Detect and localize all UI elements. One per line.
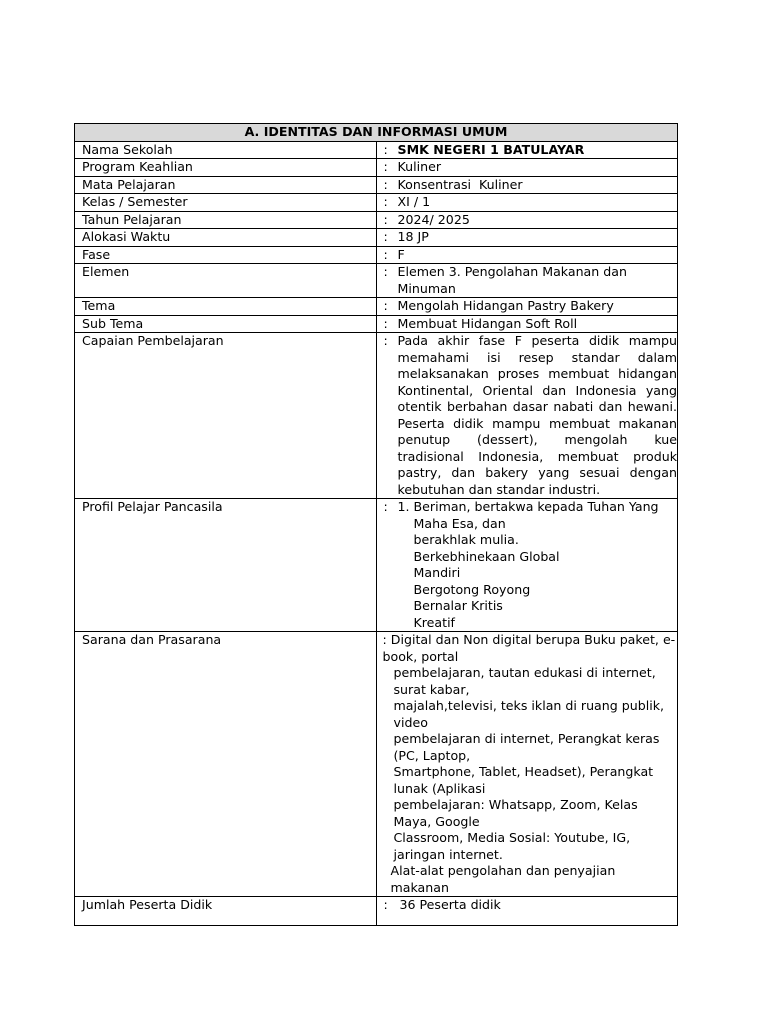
list-item: Berkebhinekaan Global: [413, 548, 560, 564]
row-label: Profil Pelajar Pancasila: [75, 499, 377, 632]
row-value: 2024/ 2025: [397, 211, 470, 227]
colon: :: [383, 298, 388, 313]
row-label: Capaian Pembelajaran: [75, 333, 377, 499]
colon: :: [383, 194, 388, 209]
table-row: [75, 246, 678, 264]
row-label: Kelas / Semester: [75, 194, 377, 212]
colon: :: [383, 211, 388, 227]
table-row: [75, 229, 678, 247]
list-item: Mandiri: [413, 565, 461, 580]
row-label: Mata Pelajaran: [75, 176, 377, 194]
row-value: XI / 1: [397, 194, 431, 209]
row-label: Fase: [75, 246, 377, 264]
sarana-line: Smartphone, Tablet, Headset), Perangkat lunak (Aplikasi: [393, 764, 654, 796]
list-number: 1.: [397, 499, 410, 514]
table-row: [75, 499, 678, 632]
school-name: SMK NEGERI 1 BATULAYAR: [397, 141, 585, 157]
sarana-line: Digital dan Non digital berupa Buku paket, e-book, portal: [382, 632, 676, 664]
table-row: [75, 315, 678, 333]
sarana-line: Alat-alat pengolahan dan penyajian makanan: [390, 863, 616, 895]
table-row: [75, 211, 678, 229]
colon: :: [383, 141, 388, 157]
capaian-text: Pada akhir fase F peserta didik mampu memahami isi resep standar dalam melaksanakan proses membuat hidangan Kontinental, Oriental dan Indonesia yang otentik berbahan dasar nabati dan hewani. Peserta didik mampu membuat makanan penutup (dessert), mengolah kue tradisional Indonesia, membuat produk pastry, dan bakery yang sesuai dengan kebutuhan dan standar industri.: [397, 333, 677, 497]
table-row: [75, 632, 678, 897]
sarana-line: pembelajaran di internet, Perangkat keras (PC, Laptop,: [393, 731, 660, 763]
colon: :: [383, 176, 388, 192]
row-value: 18 JP: [397, 229, 429, 244]
colon: :: [383, 897, 388, 912]
sarana-line: pembelajaran, tautan edukasi di internet, surat kabar,: [393, 665, 656, 697]
colon: :: [383, 159, 388, 174]
table-row: [75, 264, 678, 298]
row-label: Elemen: [75, 264, 377, 298]
table-row: [75, 298, 678, 316]
row-value: Kuliner: [397, 159, 442, 174]
list-item-continuation: berakhlak mulia.: [413, 532, 519, 547]
identity-table: [74, 123, 678, 926]
row-label: Jumlah Peserta Didik: [75, 897, 377, 926]
row-label: Program Keahlian: [75, 159, 377, 177]
list-item: Beriman, bertakwa kepada Tuhan Yang Maha Esa, dan: [413, 499, 659, 531]
table-row: [75, 333, 678, 499]
sarana-line: majalah,televisi, teks iklan di ruang publik, video: [393, 698, 665, 730]
list-item: Kreatif: [413, 614, 455, 630]
row-label: Tahun Pelajaran: [75, 211, 377, 229]
section-title: A. IDENTITAS DAN INFORMASI UMUM: [75, 124, 678, 142]
row-value: Mengolah Hidangan Pastry Bakery: [397, 298, 614, 313]
colon: :: [382, 632, 387, 647]
row-value: Elemen 3. Pengolahan Makanan dan Minuman: [397, 264, 627, 296]
colon: :: [383, 246, 388, 262]
colon: :: [383, 264, 388, 279]
table-row: [75, 141, 678, 159]
row-label: Sarana dan Prasarana: [75, 632, 377, 897]
table-row: [75, 159, 678, 177]
sarana-line: Classroom, Media Sosial: Youtube, IG, jaringan internet.: [393, 830, 631, 862]
sarana-line: pembelajaran: Whatsapp, Zoom, Kelas Maya, Google: [393, 797, 638, 829]
row-label: Tema: [75, 298, 377, 316]
list-item: Bernalar Kritis: [413, 598, 503, 613]
row-label: Alokasi Waktu: [75, 229, 377, 247]
table-row: [75, 176, 678, 194]
row-value: Membuat Hidangan Soft Roll: [397, 315, 578, 331]
colon: :: [383, 229, 388, 244]
table-row: [75, 194, 678, 212]
colon: :: [383, 315, 388, 331]
row-label: Nama Sekolah: [75, 141, 377, 159]
row-value: Konsentrasi Kuliner: [397, 176, 523, 192]
table-row: [75, 897, 678, 926]
row-value: 36 Peserta didik: [399, 897, 501, 912]
row-label: Sub Tema: [75, 315, 377, 333]
list-item: Bergotong Royong: [413, 581, 531, 597]
colon: :: [383, 499, 388, 514]
row-value: F: [397, 246, 405, 262]
colon: :: [383, 333, 388, 348]
